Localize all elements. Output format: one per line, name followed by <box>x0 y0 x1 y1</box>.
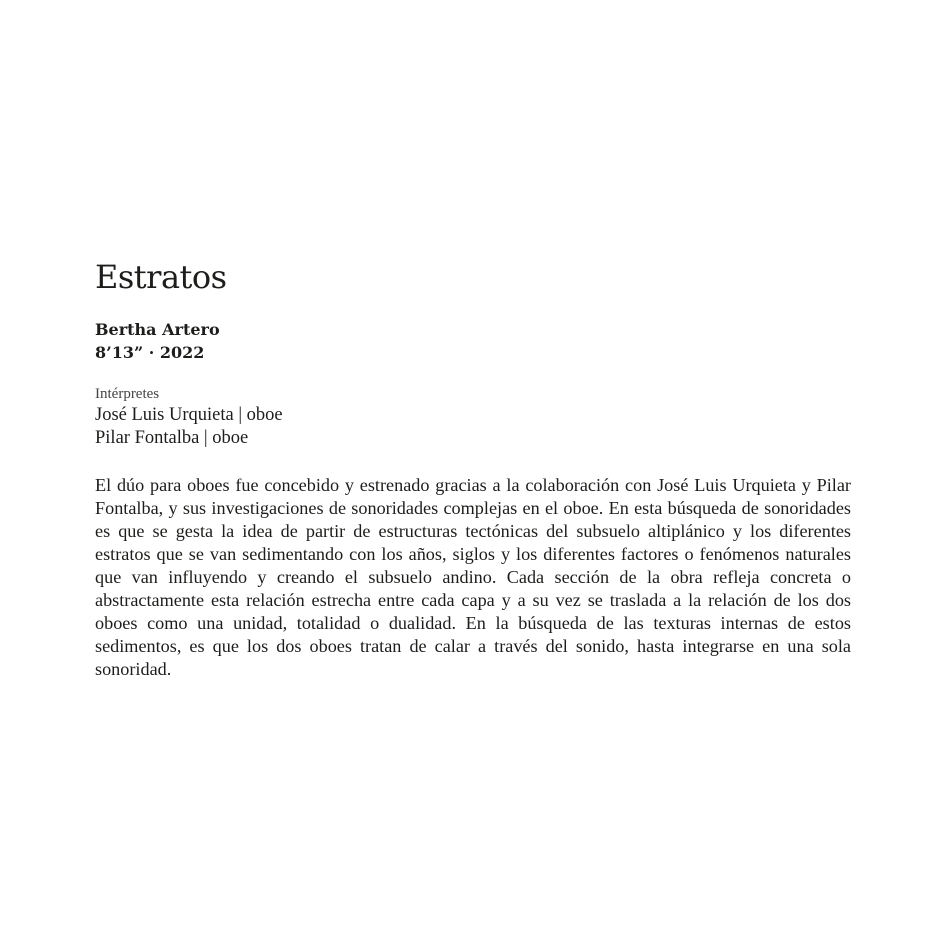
performer-item: José Luis Urquieta | oboe <box>95 405 283 425</box>
performers-section <box>95 385 851 450</box>
work-meta <box>95 318 851 364</box>
duration-year: 8’13” · 2022 <box>95 343 205 362</box>
composer-name: Bertha Artero <box>95 320 220 339</box>
program-note <box>95 258 851 681</box>
work-title: Estratos <box>95 258 227 296</box>
work-description: El dúo para oboes fue concebido y estrenado gracias a la colaboración con José Luis Urquieta y Pilar Fontalba, y sus investigaciones de sonoridades complejas en el oboe. En esta búsqueda de sonoridades es que se gesta la idea de partir de estructuras tectónicas del subsuelo altiplánico y los diferentes estratos que se van sedimentando con los años, siglos y los diferentes factores o fenómenos naturales que van influyendo y creando el subsuelo andino. Cada sección de la obra refleja concreta o abstractamente esta relación estrecha entre cada capa y a su vez se traslada a la relación de los dos oboes como una unidad, totalidad o dualidad. En la búsqueda de las texturas internas de estos sedimentos, es que los dos oboes tratan de calar a través del sonido, hasta integrarse en una sola sonoridad. <box>95 475 851 679</box>
performers-label: Intérpretes <box>95 386 160 402</box>
performer-item: Pilar Fontalba | oboe <box>95 428 249 448</box>
